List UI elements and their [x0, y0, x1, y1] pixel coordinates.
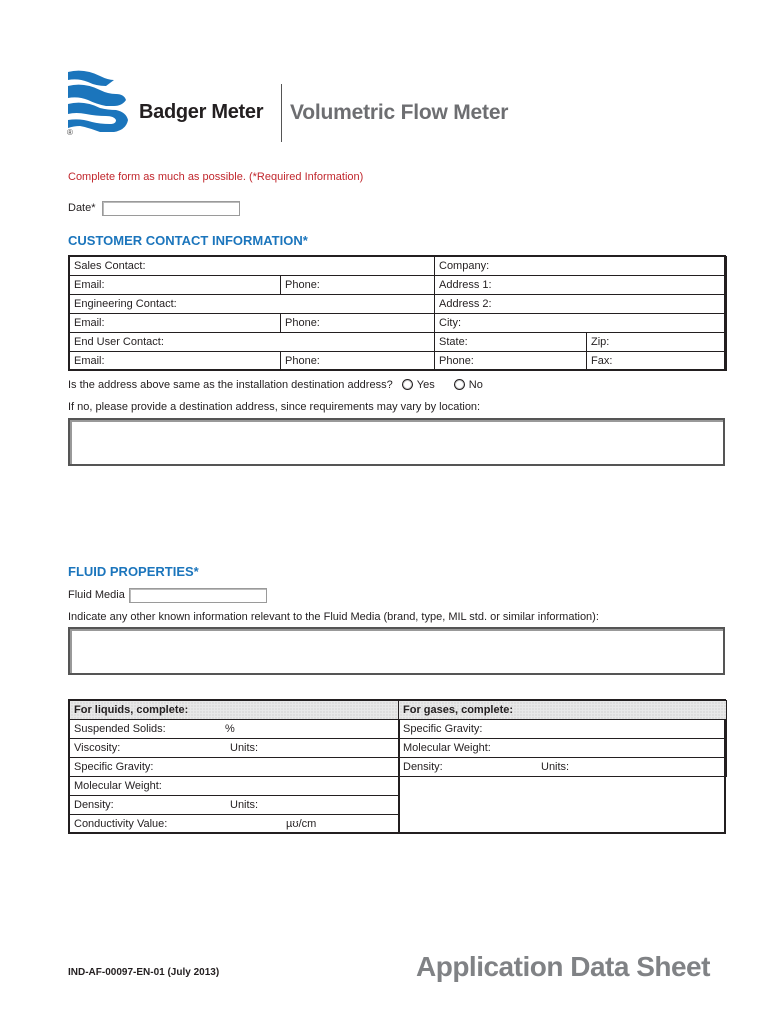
no-option[interactable] [454, 379, 483, 391]
sales-email-field[interactable]: Email: [70, 276, 281, 295]
brand-name: Badger Meter [139, 101, 264, 123]
gases-header: For gases, complete: [399, 701, 727, 720]
viscosity-label: Viscosity: [74, 742, 121, 754]
table-row [70, 314, 435, 333]
no-label: No [468, 379, 483, 391]
liquid-density-label: Density: [74, 799, 114, 811]
customer-contact-table [68, 255, 726, 371]
same-address-question-text: Is the address above same as the installation destination address? [68, 379, 393, 391]
registered-mark: ® [67, 128, 73, 137]
other-info-prompt: Indicate any other known information relevant to the Fluid Media (brand, type, MIL std. or similar information): [68, 611, 599, 623]
table-row [70, 257, 435, 276]
end-user-contact-field[interactable]: End User Contact: [70, 333, 435, 352]
table-row [70, 295, 435, 314]
destination-prompt: If no, please provide a destination address, since requirements may vary by location: [68, 401, 481, 413]
customer-section-heading: CUSTOMER CONTACT INFORMATION* [68, 233, 308, 248]
liquids-header: For liquids, complete: [70, 701, 400, 720]
liquid-molecular-weight-field[interactable]: Molecular Weight: [70, 777, 400, 796]
sales-phone-field[interactable]: Phone: [281, 276, 435, 295]
badger-meter-logo-icon [66, 70, 132, 136]
table-row [435, 333, 727, 352]
address1-field[interactable]: Address 1: [435, 276, 727, 295]
gas-density-field[interactable] [399, 758, 727, 777]
end-user-email-field[interactable]: Email: [70, 352, 281, 371]
table-row [435, 276, 727, 295]
viscosity-units-label: Units: [230, 742, 259, 754]
table-row [70, 701, 400, 720]
gas-specific-gravity-field[interactable]: Specific Gravity: [399, 720, 727, 739]
product-title: Volumetric Flow Meter [290, 101, 509, 124]
state-field[interactable]: State: [435, 333, 587, 352]
table-row [70, 777, 400, 796]
engineering-email-field[interactable]: Email: [70, 314, 281, 333]
suspended-solids-label: Suspended Solids: [74, 723, 166, 735]
gas-density-label: Density: [403, 761, 443, 773]
city-field[interactable]: City: [435, 314, 727, 333]
fluid-section-heading: FLUID PROPERTIES* [68, 564, 199, 579]
address2-field[interactable]: Address 2: [435, 295, 727, 314]
table-row [399, 739, 727, 758]
zip-field[interactable]: Zip: [587, 333, 727, 352]
date-label: Date* [68, 202, 96, 214]
table-row [70, 796, 400, 815]
table-row [435, 314, 727, 333]
table-row [70, 758, 400, 777]
other-info-textarea[interactable] [68, 627, 725, 675]
fluid-media-label: Fluid Media [68, 589, 125, 601]
end-user-phone-field[interactable]: Phone: [281, 352, 435, 371]
destination-address-textarea[interactable] [68, 418, 725, 466]
conductivity-field[interactable] [70, 815, 400, 834]
fluid-media-input[interactable] [129, 588, 267, 603]
viscosity-field[interactable] [70, 739, 400, 758]
engineering-contact-field[interactable]: Engineering Contact: [70, 295, 435, 314]
header-divider [281, 84, 282, 142]
company-phone-field[interactable]: Phone: [435, 352, 587, 371]
yes-label: Yes [416, 379, 435, 391]
table-row [70, 352, 435, 371]
same-address-question [68, 379, 483, 391]
table-row [399, 701, 727, 720]
suspended-solids-unit: % [225, 723, 235, 735]
table-row [70, 333, 435, 352]
form-instructions: Complete form as much as possible. (*Required Information) [68, 171, 364, 183]
table-row [70, 720, 400, 739]
gas-density-units-label: Units: [541, 761, 570, 773]
date-input[interactable] [102, 201, 240, 216]
table-row [399, 758, 727, 777]
table-row [435, 352, 727, 371]
conductivity-unit: µʊ/cm [286, 818, 317, 830]
table-row [435, 257, 727, 276]
yes-radio-icon[interactable] [402, 379, 413, 390]
table-row [399, 720, 727, 739]
table-row [70, 815, 400, 834]
sales-contact-field[interactable]: Sales Contact: [70, 257, 435, 276]
yes-option[interactable] [402, 379, 435, 391]
table-row [435, 295, 727, 314]
table-row [70, 739, 400, 758]
table-row [70, 276, 435, 295]
company-field[interactable]: Company: [435, 257, 727, 276]
liquid-specific-gravity-field[interactable]: Specific Gravity: [70, 758, 400, 777]
fax-field[interactable]: Fax: [587, 352, 727, 371]
document-type-title: Application Data Sheet [416, 951, 710, 982]
engineering-phone-field[interactable]: Phone: [281, 314, 435, 333]
conductivity-label: Conductivity Value: [74, 818, 168, 830]
gas-molecular-weight-field[interactable]: Molecular Weight: [399, 739, 727, 758]
document-code: IND-AF-00097-EN-01 (July 2013) [68, 967, 220, 978]
fluid-properties-table [68, 699, 726, 834]
no-radio-icon[interactable] [454, 379, 465, 390]
suspended-solids-field[interactable] [70, 720, 400, 739]
liquid-density-units-label: Units: [230, 799, 259, 811]
gases-column-divider [398, 777, 399, 834]
liquid-density-field[interactable] [70, 796, 400, 815]
